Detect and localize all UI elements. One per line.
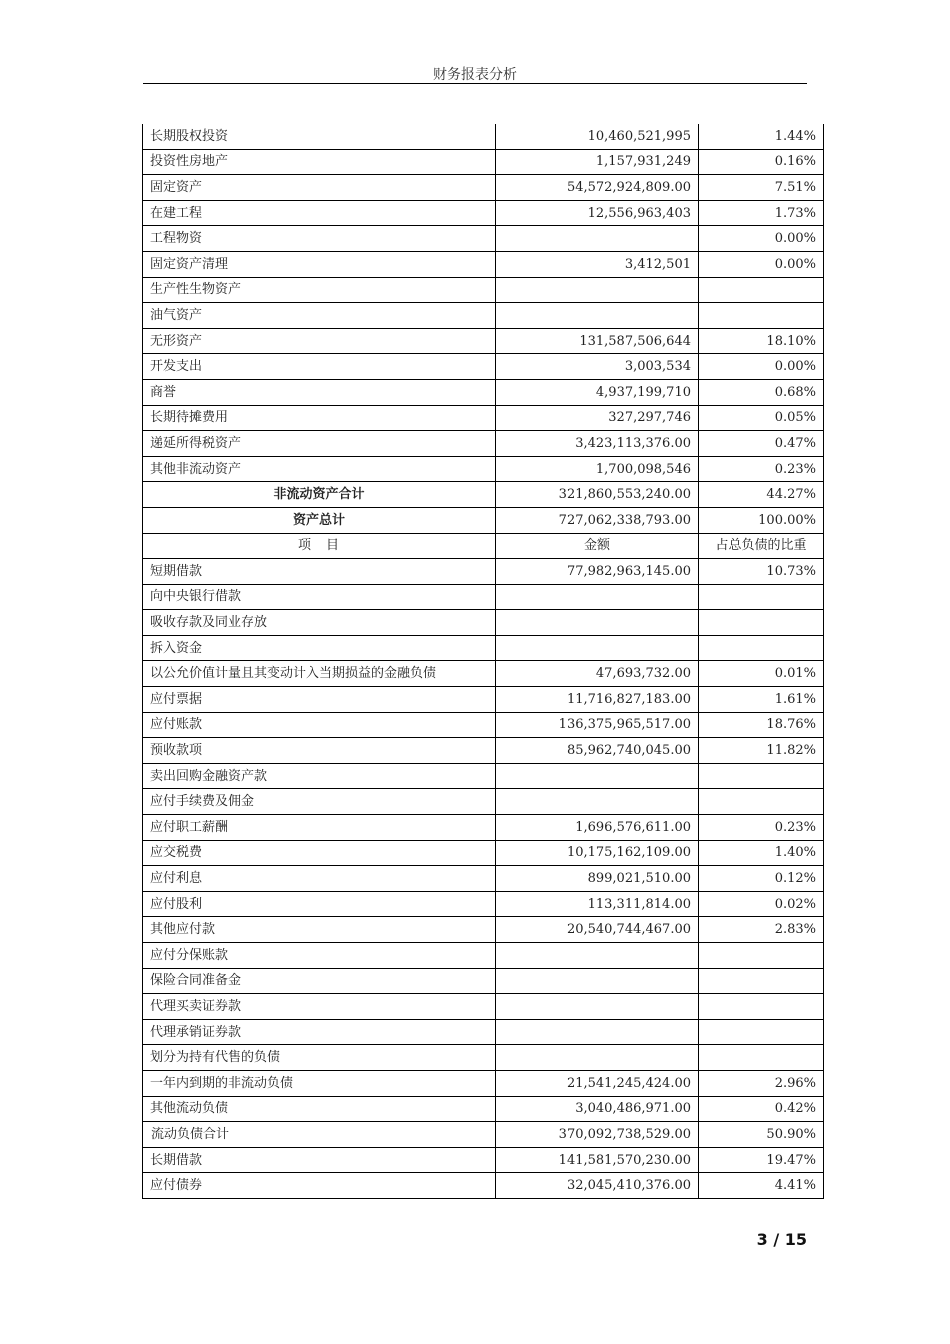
row-percentage: 0.42% bbox=[699, 1096, 824, 1122]
row-amount: 4,937,199,710 bbox=[496, 379, 699, 405]
row-item-label: 投资性房地产 bbox=[143, 149, 496, 175]
row-amount bbox=[496, 943, 699, 969]
row-amount: 136,375,965,517.00 bbox=[496, 712, 699, 738]
table-row bbox=[143, 149, 824, 175]
row-percentage bbox=[699, 1045, 824, 1071]
row-percentage: 0.47% bbox=[699, 431, 824, 457]
table-row bbox=[143, 1070, 824, 1096]
row-percentage bbox=[699, 277, 824, 303]
header-rule bbox=[143, 83, 807, 84]
table-row bbox=[143, 635, 824, 661]
row-amount: 32,045,410,376.00 bbox=[496, 1173, 699, 1199]
table-row bbox=[143, 277, 824, 303]
row-percentage bbox=[699, 635, 824, 661]
table-row bbox=[143, 303, 824, 329]
page-header-title: 财务报表分析 bbox=[433, 67, 517, 83]
row-percentage bbox=[699, 968, 824, 994]
row-amount: 3,003,534 bbox=[496, 354, 699, 380]
row-amount bbox=[496, 610, 699, 636]
row-amount bbox=[496, 635, 699, 661]
table-row bbox=[143, 251, 824, 277]
row-percentage: 1.40% bbox=[699, 840, 824, 866]
row-percentage: 7.51% bbox=[699, 175, 824, 201]
row-amount: 47,693,732.00 bbox=[496, 661, 699, 687]
row-item-label: 应付利息 bbox=[143, 866, 496, 892]
row-percentage: 50.90% bbox=[699, 1122, 824, 1148]
row-item-label: 一年内到期的非流动负债 bbox=[143, 1070, 496, 1096]
row-percentage: 18.10% bbox=[699, 328, 824, 354]
row-percentage: 0.23% bbox=[699, 815, 824, 841]
table-row bbox=[143, 610, 824, 636]
row-percentage: 44.27% bbox=[699, 482, 824, 508]
row-item-label: 应付账款 bbox=[143, 712, 496, 738]
table-row bbox=[143, 994, 824, 1020]
table-row bbox=[143, 456, 824, 482]
row-percentage: 0.23% bbox=[699, 456, 824, 482]
row-amount: 370,092,738,529.00 bbox=[496, 1122, 699, 1148]
table-row bbox=[143, 354, 824, 380]
row-amount: 85,962,740,045.00 bbox=[496, 738, 699, 764]
table-row bbox=[143, 687, 824, 713]
table-row bbox=[143, 482, 824, 508]
row-item-label: 递延所得税资产 bbox=[143, 431, 496, 457]
row-amount: 113,311,814.00 bbox=[496, 891, 699, 917]
row-amount bbox=[496, 1019, 699, 1045]
row-item-label: 应付分保账款 bbox=[143, 943, 496, 969]
row-item-label: 应付股利 bbox=[143, 891, 496, 917]
row-percentage: 0.01% bbox=[699, 661, 824, 687]
row-item-label: 应交税费 bbox=[143, 840, 496, 866]
row-item-label: 应付债券 bbox=[143, 1173, 496, 1199]
row-amount: 3,423,113,376.00 bbox=[496, 431, 699, 457]
row-amount: 1,157,931,249 bbox=[496, 149, 699, 175]
row-item-label: 长期待摊费用 bbox=[143, 405, 496, 431]
row-percentage: 19.47% bbox=[699, 1147, 824, 1173]
row-item-label: 应付票据 bbox=[143, 687, 496, 713]
row-amount: 141,581,570,230.00 bbox=[496, 1147, 699, 1173]
table-row bbox=[143, 175, 824, 201]
table-row bbox=[143, 1122, 824, 1148]
row-percentage: 0.00% bbox=[699, 251, 824, 277]
row-amount bbox=[496, 968, 699, 994]
row-percentage bbox=[699, 303, 824, 329]
row-percentage: 0.68% bbox=[699, 379, 824, 405]
table-row bbox=[143, 712, 824, 738]
row-percentage: 2.96% bbox=[699, 1070, 824, 1096]
table-row bbox=[143, 840, 824, 866]
table-row bbox=[143, 1096, 824, 1122]
row-percentage: 0.05% bbox=[699, 405, 824, 431]
row-percentage bbox=[699, 943, 824, 969]
row-item-label: 应付手续费及佣金 bbox=[143, 789, 496, 815]
row-amount: 1,700,098,546 bbox=[496, 456, 699, 482]
table-row bbox=[143, 124, 824, 149]
page-number: 3 / 15 bbox=[756, 1230, 807, 1249]
table-row bbox=[143, 328, 824, 354]
row-amount: 321,860,553,240.00 bbox=[496, 482, 699, 508]
row-item-label: 划分为持有代售的负债 bbox=[143, 1045, 496, 1071]
row-item-label: 资产总计 bbox=[143, 507, 496, 533]
balance-sheet-table bbox=[142, 124, 824, 1199]
row-item-label: 工程物资 bbox=[143, 226, 496, 252]
table-row bbox=[143, 559, 824, 585]
row-percentage bbox=[699, 994, 824, 1020]
row-percentage bbox=[699, 763, 824, 789]
row-amount bbox=[496, 584, 699, 610]
table-row bbox=[143, 226, 824, 252]
row-percentage: 100.00% bbox=[699, 507, 824, 533]
row-percentage: 0.16% bbox=[699, 149, 824, 175]
table-row bbox=[143, 943, 824, 969]
row-amount bbox=[496, 226, 699, 252]
table-row bbox=[143, 661, 824, 687]
table-row bbox=[143, 1045, 824, 1071]
row-percentage bbox=[699, 1019, 824, 1045]
row-item-label: 油气资产 bbox=[143, 303, 496, 329]
row-amount: 727,062,338,793.00 bbox=[496, 507, 699, 533]
table-row bbox=[143, 1019, 824, 1045]
row-item-label: 拆入资金 bbox=[143, 635, 496, 661]
table-body bbox=[143, 124, 824, 1198]
row-percentage: 18.76% bbox=[699, 712, 824, 738]
row-item-label: 以公允价值计量且其变动计入当期损益的金融负债 bbox=[143, 661, 496, 687]
table-row bbox=[143, 584, 824, 610]
table-row bbox=[143, 866, 824, 892]
row-amount: 金额 bbox=[496, 533, 699, 559]
row-item-label: 生产性生物资产 bbox=[143, 277, 496, 303]
row-item-label: 固定资产清理 bbox=[143, 251, 496, 277]
row-percentage bbox=[699, 789, 824, 815]
row-amount: 131,587,506,644 bbox=[496, 328, 699, 354]
table-row bbox=[143, 815, 824, 841]
row-amount: 20,540,744,467.00 bbox=[496, 917, 699, 943]
row-item-label: 保险合同准备金 bbox=[143, 968, 496, 994]
row-item-label: 在建工程 bbox=[143, 200, 496, 226]
row-amount: 54,572,924,809.00 bbox=[496, 175, 699, 201]
table-row bbox=[143, 405, 824, 431]
row-item-label: 长期股权投资 bbox=[143, 124, 496, 149]
row-amount: 327,297,746 bbox=[496, 405, 699, 431]
table-row bbox=[143, 763, 824, 789]
row-percentage: 1.61% bbox=[699, 687, 824, 713]
row-percentage: 0.00% bbox=[699, 354, 824, 380]
row-amount bbox=[496, 789, 699, 815]
row-percentage: 1.73% bbox=[699, 200, 824, 226]
row-amount: 10,460,521,995 bbox=[496, 124, 699, 149]
table-row bbox=[143, 379, 824, 405]
row-item-label: 长期借款 bbox=[143, 1147, 496, 1173]
row-amount: 21,541,245,424.00 bbox=[496, 1070, 699, 1096]
row-amount: 3,040,486,971.00 bbox=[496, 1096, 699, 1122]
row-item-label: 吸收存款及同业存放 bbox=[143, 610, 496, 636]
row-item-label: 其他非流动资产 bbox=[143, 456, 496, 482]
row-amount: 12,556,963,403 bbox=[496, 200, 699, 226]
table-row bbox=[143, 789, 824, 815]
row-item-label: 其他流动负债 bbox=[143, 1096, 496, 1122]
row-item-label: 无形资产 bbox=[143, 328, 496, 354]
row-percentage: 0.02% bbox=[699, 891, 824, 917]
table-row bbox=[143, 738, 824, 764]
row-amount: 11,716,827,183.00 bbox=[496, 687, 699, 713]
table-row bbox=[143, 968, 824, 994]
row-item-label: 非流动资产合计 bbox=[143, 482, 496, 508]
row-item-label: 项 目 bbox=[143, 533, 496, 559]
row-percentage: 0.12% bbox=[699, 866, 824, 892]
row-item-label: 向中央银行借款 bbox=[143, 584, 496, 610]
row-item-label: 代理承销证券款 bbox=[143, 1019, 496, 1045]
row-amount bbox=[496, 994, 699, 1020]
row-percentage: 2.83% bbox=[699, 917, 824, 943]
row-item-label: 短期借款 bbox=[143, 559, 496, 585]
row-percentage bbox=[699, 584, 824, 610]
row-amount: 10,175,162,109.00 bbox=[496, 840, 699, 866]
row-amount bbox=[496, 277, 699, 303]
row-item-label: 开发支出 bbox=[143, 354, 496, 380]
row-item-label: 应付职工薪酬 bbox=[143, 815, 496, 841]
row-amount bbox=[496, 303, 699, 329]
table-row bbox=[143, 1147, 824, 1173]
row-item-label: 固定资产 bbox=[143, 175, 496, 201]
row-amount: 899,021,510.00 bbox=[496, 866, 699, 892]
row-item-label: 卖出回购金融资产款 bbox=[143, 763, 496, 789]
row-item-label: 其他应付款 bbox=[143, 917, 496, 943]
row-percentage bbox=[699, 610, 824, 636]
row-percentage: 0.00% bbox=[699, 226, 824, 252]
row-percentage: 1.44% bbox=[699, 124, 824, 149]
row-percentage: 4.41% bbox=[699, 1173, 824, 1199]
table-row bbox=[143, 200, 824, 226]
row-amount bbox=[496, 763, 699, 789]
table-row bbox=[143, 917, 824, 943]
table-row bbox=[143, 507, 824, 533]
row-item-label: 预收款项 bbox=[143, 738, 496, 764]
row-item-label: 代理买卖证券款 bbox=[143, 994, 496, 1020]
table-row bbox=[143, 891, 824, 917]
row-percentage: 11.82% bbox=[699, 738, 824, 764]
row-amount: 3,412,501 bbox=[496, 251, 699, 277]
row-amount: 77,982,963,145.00 bbox=[496, 559, 699, 585]
row-percentage: 10.73% bbox=[699, 559, 824, 585]
row-item-label: 流动负债合计 bbox=[143, 1122, 496, 1148]
table-row bbox=[143, 431, 824, 457]
table-row bbox=[143, 533, 824, 559]
row-amount: 1,696,576,611.00 bbox=[496, 815, 699, 841]
row-item-label: 商誉 bbox=[143, 379, 496, 405]
row-amount bbox=[496, 1045, 699, 1071]
table-row bbox=[143, 1173, 824, 1199]
row-percentage: 占总负债的比重 bbox=[699, 533, 824, 559]
